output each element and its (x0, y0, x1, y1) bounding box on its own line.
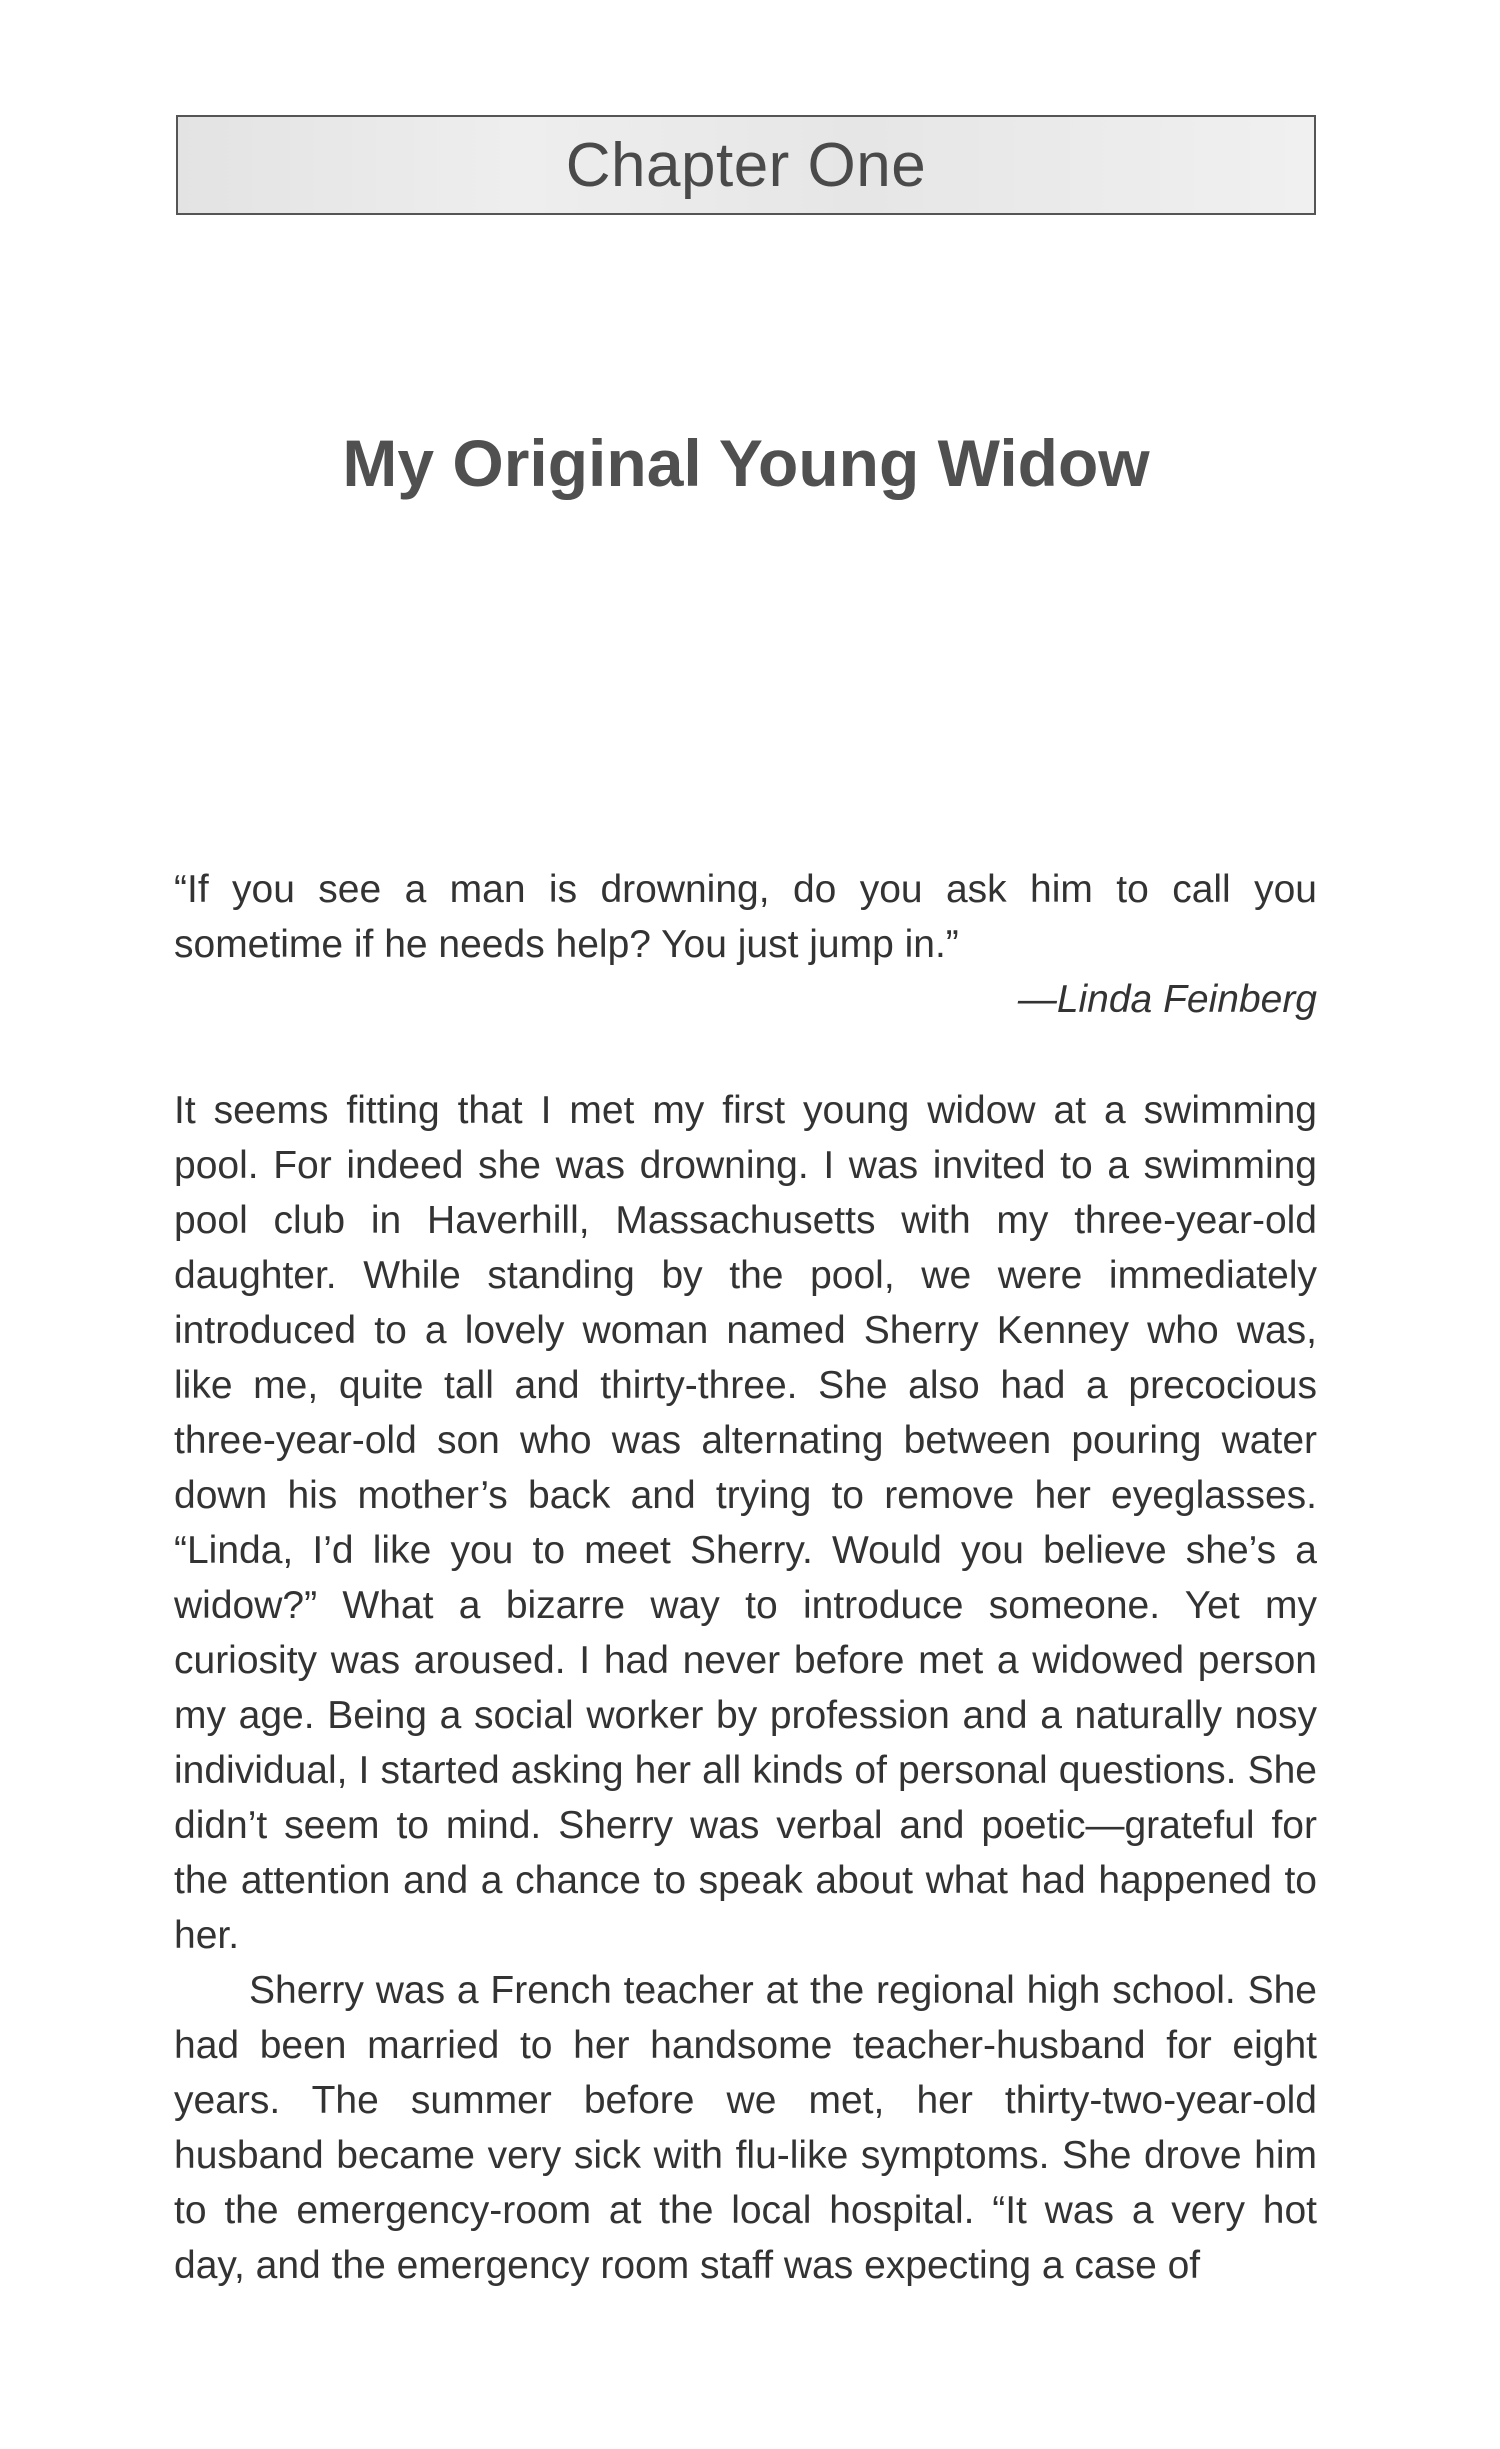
chapter-title: My Original Young Widow (342, 426, 1150, 500)
chapter-label: Chapter One (565, 130, 927, 200)
body-paragraph: It seems fitting that I met my first young widow at a swimming pool. For indeed she was drowning. I was invited to a swimming pool club in Haverhill, Massachusetts with my three-year-old daughter. While standing by the pool, we were immediately introduced to a lovely woman named Sherry Kenney who was, like me, quite tall and thirty-three. She also had a precocious three-year-old son who was alternating between pouring water down his mother’s back and trying to remove her eyeglasses. “Linda, I’d like you to meet Sherry. Would you believe she’s a widow?” What a bizarre way to introduce someone. Yet my curiosity was aroused. I had never before met a widowed person my age. Being a social worker by profession and a naturally nosy individual, I started asking her all kinds of personal questions. She didn’t seem to mind. Sherry was verbal and poetic—grateful for the attention and a chance to speak about what had happened to her. (174, 1089, 1317, 1957)
epigraph-attribution: —Linda Feinberg (1017, 978, 1317, 1021)
chapter-heading-box (176, 115, 1316, 215)
body-text (174, 1083, 1317, 2293)
epigraph (174, 862, 1317, 1027)
body-paragraph: Sherry was a French teacher at the regional high school. She had been married to her handsome teacher-husband for eight years. The summer before we met, her thirty-two-year-old husband became very sick with flu-like symptoms. She drove him to the emergency-room at the local hospital. “It was a very hot day, and the emergency room staff was expecting a case of (174, 1969, 1317, 2287)
epigraph-quote: “If you see a man is drowning, do you ask him to call you sometime if he needs help? You just jump in.” (174, 868, 1317, 966)
